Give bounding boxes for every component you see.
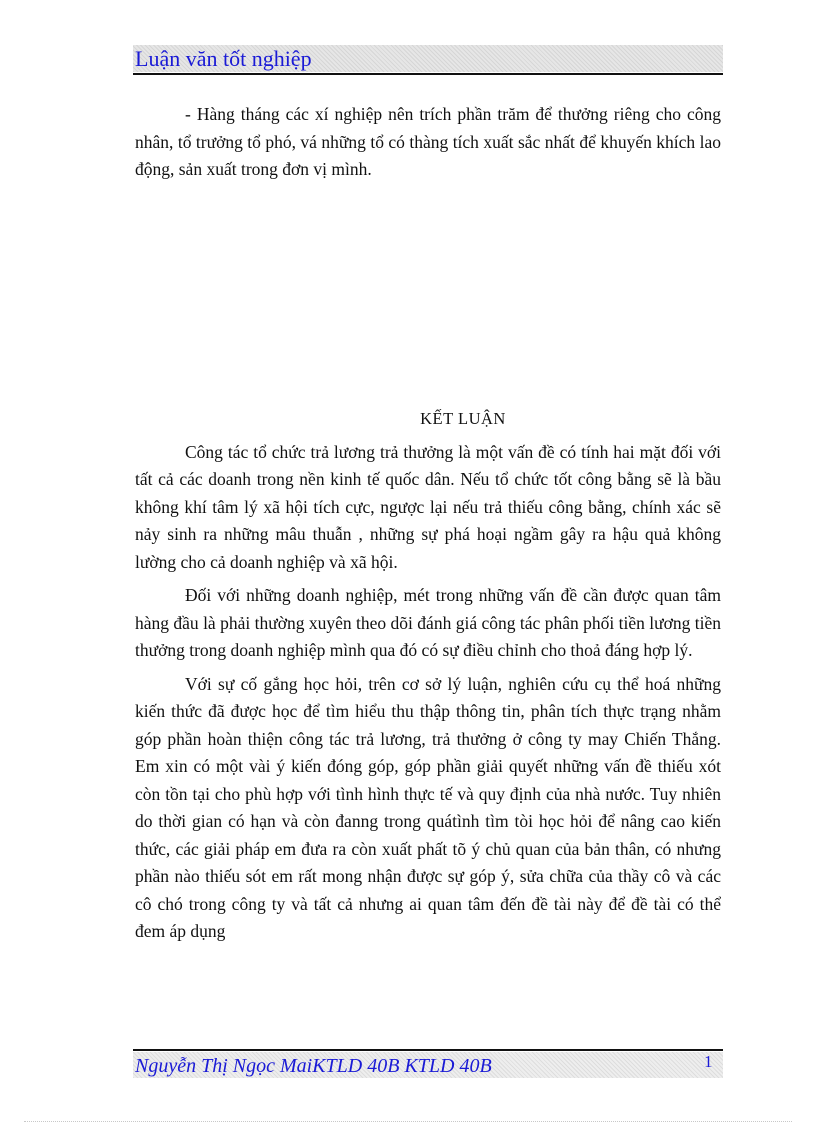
section-heading: KẾT LUẬN	[420, 409, 506, 428]
header-title: Luận văn tốt nghiệp	[135, 46, 312, 71]
page-edge-divider	[24, 1121, 792, 1122]
conclusion-paragraph-1: Công tác tổ chức trả lương trả thưởng là một vấn đề có tính hai mặt đối với tất cả các doanh trong nền kinh tế quốc dân. Nếu tổ chức tốt công bằng sẽ là bầu không khí tâm lý xã hội tích cực, ngược lại nếu trả thiếu công bằng, chính xác sẽ nảy sinh ra những mâu thuẫn , những sự phá hoại ngầm gây ra hậu quả không lường cho cả doanh nghiệp và xã hội.	[135, 441, 721, 572]
footer-rule	[133, 1049, 723, 1051]
intro-section	[135, 101, 721, 184]
conclusion-paragraph-3: Với sự cố gắng học hỏi, trên cơ sở lý luận, nghiên cứu cụ thể hoá những kiến thức đã được học để tìm hiểu thu thập thông tin, phân tích thực trạng nhằm góp phần hoàn thiện công tác trả lương, trả thưởng ở công ty may Chiến Thắng. Em xin có một vài ý kiến đóng góp, góp phần giải quyết những vấn đề thiếu xót còn tồn tại cho phù hợp với tình hình thực tế và quy định của nhà nước. Tuy nhiên do thời gian có hạn và còn đanng trong quátình tìm tòi học hỏi để nâng cao kiến thức, các giải pháp em đưa ra còn xuất phất tõ ý chủ quan của bản thân, có nhưng phần nào thiếu sót em rất mong nhận được sự góp ý, sửa chữa của thầy cô và các cô chó trong công ty và tất cả nhưng ai quan tâm đến đề tài này để đề tài có thể đem áp dụng	[135, 673, 721, 941]
intro-paragraph: - Hàng tháng các xí nghiệp nên trích phần trăm để thưởng riêng cho công nhân, tổ trưởng tổ phó, vá những tổ có thàng tích xuất sắc nhất để khuyến khích lao động, sản xuất trong đơn vị mình.	[135, 104, 721, 179]
footer-author: Nguyễn Thị Ngọc MaiKTLD 40B KTLD 40B	[135, 1055, 492, 1077]
conclusion-section	[135, 405, 721, 946]
conclusion-paragraph-2: Đối với những doanh nghiệp, mét trong những vấn đề cần được quan tâm hàng đầu là phải thường xuyên theo dõi đánh giá công tác phân phối tiền lương tiền thưởng trong doanh nghiệp mình qua đó có sự điều chỉnh cho thoả đáng hợp lý.	[135, 585, 721, 660]
page-number: 1	[704, 1052, 713, 1071]
header-rule	[133, 73, 723, 75]
